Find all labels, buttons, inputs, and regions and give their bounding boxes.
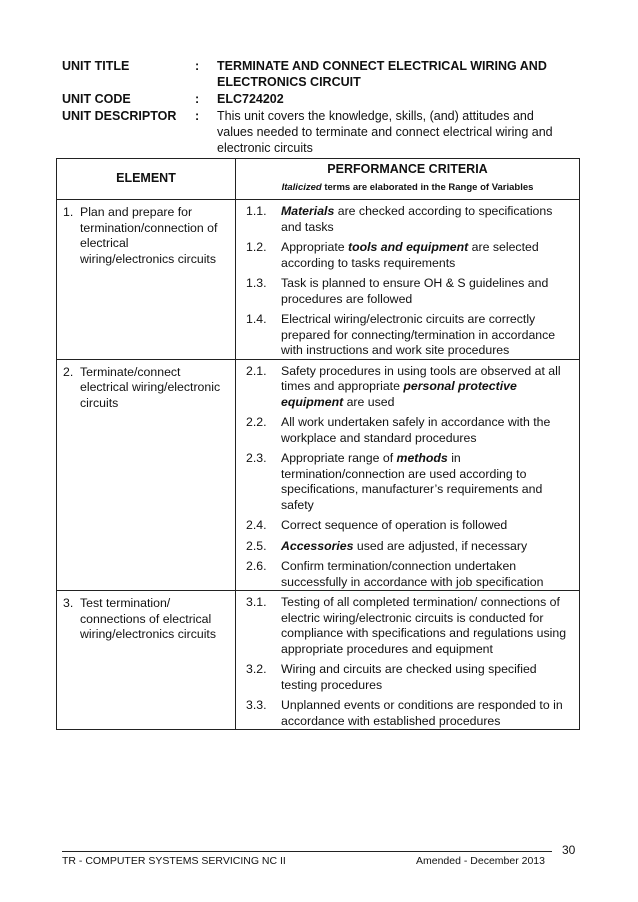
criterion-number: 3.1. xyxy=(246,595,267,609)
criterion-number: 2.4. xyxy=(246,518,267,532)
criterion-text-pre: Task is planned to ensure OH & S guidelines and procedures are followed xyxy=(281,276,549,306)
element-number: 1. xyxy=(63,205,74,219)
criterion-item xyxy=(246,204,573,235)
criterion-text xyxy=(281,451,573,513)
criterion-text-post: used are adjusted, if necessary xyxy=(353,538,528,553)
criterion-item xyxy=(246,276,573,307)
unit-title-value xyxy=(217,58,577,90)
footer-divider xyxy=(62,851,552,852)
note-text: terms are elaborated in the Range of Variables xyxy=(321,181,534,193)
criterion-number: 2.6. xyxy=(246,559,267,573)
criterion-text xyxy=(281,559,573,590)
performance-criteria-title: PERFORMANCE CRITERIA xyxy=(327,162,488,176)
criterion-text-post: are used xyxy=(343,394,395,409)
element-text xyxy=(80,205,229,267)
colon: : xyxy=(195,109,200,123)
criterion-text xyxy=(281,415,573,446)
element-line: wiring/electronics circuits xyxy=(80,627,216,641)
colon: : xyxy=(195,92,200,106)
criterion-item xyxy=(246,518,573,534)
criterion-text xyxy=(281,364,573,411)
element-column-header: ELEMENT xyxy=(57,159,236,200)
criteria-cell xyxy=(236,359,580,591)
element-number: 3. xyxy=(63,596,74,610)
element-text xyxy=(80,365,229,412)
element-line: Plan and prepare for xyxy=(80,205,193,219)
range-variable-term: tools and equipment xyxy=(348,240,469,254)
criterion-item xyxy=(246,698,573,729)
competency-table xyxy=(56,158,580,730)
criterion-number: 2.2. xyxy=(246,415,267,429)
element-line: circuits xyxy=(80,395,119,410)
criteria-cell xyxy=(236,200,580,360)
descriptor-line: values needed to terminate and connect electrical wiring and xyxy=(217,125,553,139)
table-row xyxy=(57,359,580,591)
element-item xyxy=(63,205,229,267)
criterion-text-pre: All work undertaken safely in accordance with the workplace and standard procedures xyxy=(281,415,551,445)
criterion-number: 3.3. xyxy=(246,698,267,712)
element-item xyxy=(63,365,229,412)
criterion-text-pre: Appropriate xyxy=(281,240,348,254)
criterion-number: 1.3. xyxy=(246,276,267,290)
criterion-item xyxy=(246,662,573,693)
criterion-text xyxy=(281,662,573,693)
element-text xyxy=(80,596,229,643)
footer-amended-date: Amended - December 2013 xyxy=(416,855,545,867)
table-body xyxy=(57,200,580,730)
unit-descriptor-value xyxy=(217,108,577,156)
criterion-item xyxy=(246,539,573,555)
criterion-item xyxy=(246,415,573,446)
range-variable-term: methods xyxy=(396,451,448,465)
criterion-text xyxy=(281,276,573,307)
criterion-text-pre: Correct sequence of operation is followed xyxy=(281,518,508,532)
criterion-text-pre: Testing of all completed termination/ connections of electric wiring/electronic circuits is conducted for compliance with specifications and regulations using appropriate procedures and equipment xyxy=(281,595,567,656)
criterion-text-pre: Electrical wiring/electronic circuits are correctly prepared for connecting/termination in accordance with instructions and work site procedures xyxy=(281,312,556,357)
criterion-item xyxy=(246,451,573,513)
unit-title-label: UNIT TITLE xyxy=(62,59,130,73)
criterion-text-pre: Safety procedures in using tools are observed at all times and appropriate xyxy=(281,363,561,393)
colon: : xyxy=(195,59,200,73)
unit-descriptor-row xyxy=(62,108,582,156)
descriptor-line: This unit covers the knowledge, skills, (and) attitudes and xyxy=(217,109,534,123)
unit-title-line: TERMINATE AND CONNECT ELECTRICAL WIRING AND xyxy=(217,59,547,73)
criterion-text-pre: Confirm termination/connection undertaken successfully in accordance with job specification xyxy=(281,559,544,589)
criteria-cell xyxy=(236,591,580,730)
criterion-text-post: are checked according to specifications and tasks xyxy=(281,204,553,234)
unit-title-line: ELECTRONICS CIRCUIT xyxy=(217,75,361,89)
criterion-item xyxy=(246,240,573,271)
element-line: Test termination/ xyxy=(80,596,171,610)
criterion-text xyxy=(281,518,573,534)
range-variable-term: Materials xyxy=(281,204,335,218)
element-line: connections of electrical xyxy=(80,611,212,626)
criterion-text-pre: Appropriate range of xyxy=(281,451,397,465)
criterion-item xyxy=(246,364,573,411)
element-cell xyxy=(57,359,236,591)
criterion-item xyxy=(246,595,573,657)
unit-header xyxy=(62,58,582,156)
element-line: termination/connection of xyxy=(80,220,218,235)
criterion-text xyxy=(281,240,573,271)
element-item xyxy=(63,596,229,643)
criterion-text xyxy=(281,204,573,235)
criterion-text xyxy=(281,312,573,359)
criterion-text xyxy=(281,595,573,657)
criterion-number: 1.4. xyxy=(246,312,267,326)
unit-title-row xyxy=(62,58,582,90)
element-line: wiring/electronics circuits xyxy=(80,251,216,266)
element-cell xyxy=(57,591,236,730)
criterion-number: 2.3. xyxy=(246,451,267,465)
table-row xyxy=(57,200,580,360)
criterion-text xyxy=(281,539,573,555)
element-cell xyxy=(57,200,236,360)
table-row xyxy=(57,591,580,730)
element-line: electrical wiring/electronic xyxy=(80,380,221,394)
descriptor-line: electronic circuits xyxy=(217,141,313,155)
italicized-word: Italicized xyxy=(281,181,322,193)
criterion-item xyxy=(246,312,573,359)
unit-code-row xyxy=(62,91,582,107)
criterion-number: 2.1. xyxy=(246,363,267,378)
range-variable-term: personal protective equipment xyxy=(281,379,517,409)
element-number: 2. xyxy=(63,364,74,379)
unit-descriptor-label: UNIT DESCRIPTOR xyxy=(62,109,177,123)
criterion-text-post: are selected according to tasks requirements xyxy=(281,240,539,270)
criterion-text-post: in termination/connection are used according to specifications, manufacturer’s requirements and safety xyxy=(281,451,543,512)
footer-document-title: TR - COMPUTER SYSTEMS SERVICING NC II xyxy=(62,855,286,867)
criterion-number: 1.1. xyxy=(246,204,267,218)
element-line: electrical xyxy=(80,236,129,250)
criterion-number: 2.5. xyxy=(246,538,267,553)
criterion-number: 1.2. xyxy=(246,240,267,254)
range-of-variables-note xyxy=(236,180,579,196)
table-header-row xyxy=(57,159,580,200)
criterion-number: 3.2. xyxy=(246,662,267,676)
range-variable-term: Accessories xyxy=(281,538,354,553)
unit-code-label: UNIT CODE xyxy=(62,92,131,106)
unit-code-value: ELC724202 xyxy=(217,92,284,106)
page-number: 30 xyxy=(562,843,576,857)
criterion-text xyxy=(281,698,573,729)
criterion-text-pre: Unplanned events or conditions are responded to in accordance with established procedures xyxy=(281,698,563,728)
element-line: Terminate/connect xyxy=(80,364,181,379)
criterion-text-pre: Wiring and circuits are checked using specified testing procedures xyxy=(281,662,537,692)
performance-criteria-column-header xyxy=(236,159,580,200)
criterion-item xyxy=(246,559,573,590)
